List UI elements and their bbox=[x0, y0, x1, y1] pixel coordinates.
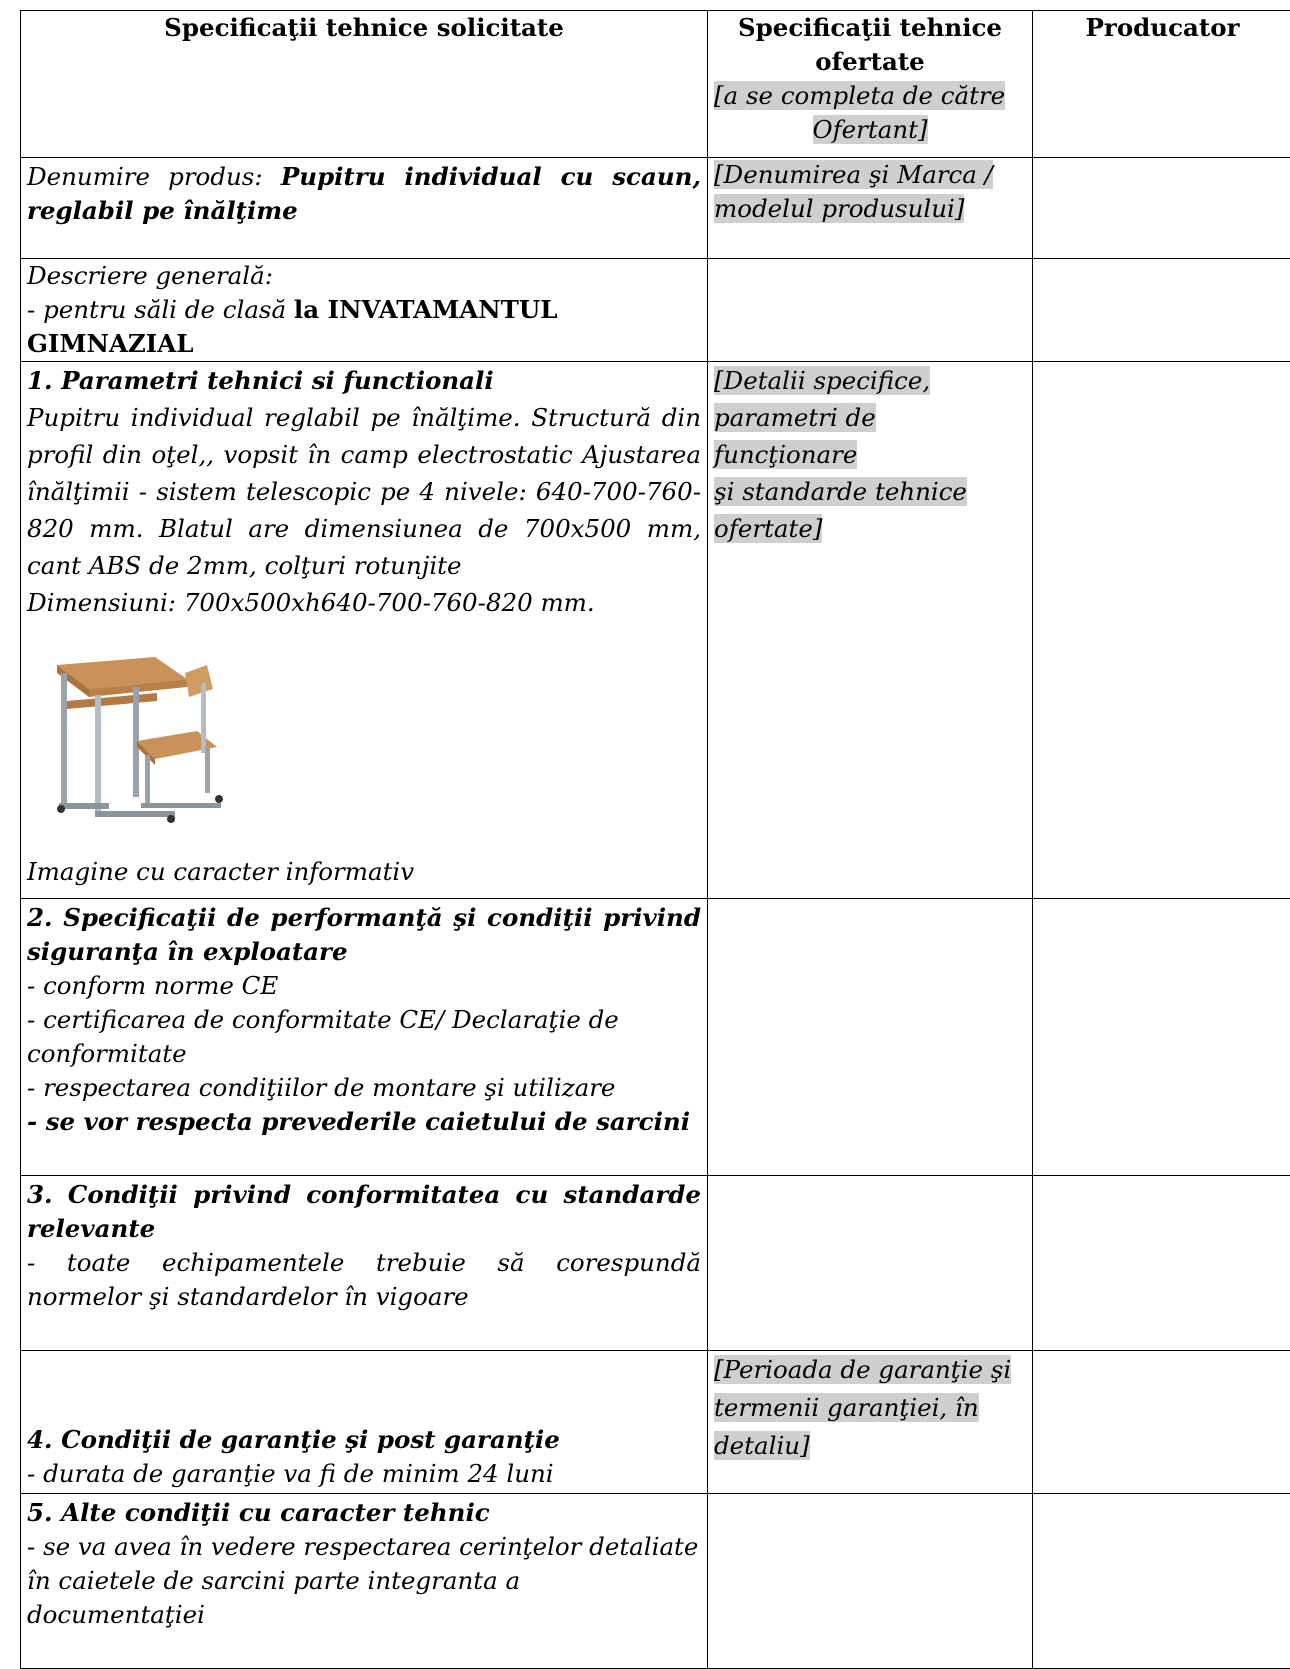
product-name-cell bbox=[21, 158, 708, 259]
warranty-offer-3: detaliu] bbox=[714, 1431, 810, 1460]
general-description-prefix: - pentru săli de clasă bbox=[27, 295, 294, 324]
technical-params-dimensions: Dimensiuni: 700x500xh640-700-760-820 mm. bbox=[27, 584, 701, 621]
product-name-row bbox=[21, 158, 1290, 259]
standards-row bbox=[21, 1176, 1290, 1351]
general-description-offer bbox=[708, 259, 1033, 362]
header-offered-note-a: [a se completa de către bbox=[714, 81, 1005, 110]
general-description-level: la INVATAMANTUL GIMNAZIAL bbox=[27, 295, 558, 358]
standards-title: 3. Condiţii privind conformitatea cu standarde relevante bbox=[27, 1178, 701, 1246]
performance-offer bbox=[708, 899, 1033, 1176]
technical-params-cell bbox=[21, 362, 708, 899]
header-requested-specs: Specificaţii tehnice solicitate bbox=[21, 11, 708, 158]
warranty-offer bbox=[708, 1351, 1033, 1494]
header-offered-title: Specificaţii tehnice ofertate bbox=[714, 11, 1026, 79]
general-description-producer bbox=[1033, 259, 1290, 362]
performance-title: 2. Specificaţii de performanţă şi condiţii privind siguranţa în exploatare bbox=[27, 901, 701, 969]
image-caption: Imagine cu caracter informativ bbox=[27, 853, 701, 890]
performance-row bbox=[21, 899, 1290, 1176]
technical-params-row bbox=[21, 362, 1290, 899]
product-name-producer bbox=[1033, 158, 1290, 259]
product-name-offer-b: modelul produsului] bbox=[714, 194, 964, 223]
desk-chair-image bbox=[37, 643, 237, 833]
general-description-row bbox=[21, 259, 1290, 362]
other-conditions-producer bbox=[1033, 1494, 1290, 1669]
header-producer: Producator bbox=[1033, 11, 1290, 158]
technical-params-offer-2: parametri de funcţionare bbox=[714, 403, 876, 469]
standards-cell bbox=[21, 1176, 708, 1351]
warranty-title: 4. Condiţii de garanţie şi post garanţie bbox=[27, 1423, 701, 1457]
warranty-text: - durata de garanţie va fi de minim 24 luni bbox=[27, 1457, 701, 1491]
other-conditions-offer bbox=[708, 1494, 1033, 1669]
other-conditions-cell bbox=[21, 1494, 708, 1669]
standards-offer bbox=[708, 1176, 1033, 1351]
performance-line-4: - se vor respecta prevederile caietului de sarcini bbox=[27, 1105, 701, 1139]
warranty-row bbox=[21, 1351, 1290, 1494]
technical-params-offer-1: [Detalii specifice, bbox=[714, 366, 930, 395]
product-name-offer-a: [Denumirea şi Marca / bbox=[714, 160, 993, 189]
warranty-producer bbox=[1033, 1351, 1290, 1494]
warranty-offer-2: termenii garanţiei, în bbox=[714, 1393, 979, 1422]
product-name-offer bbox=[708, 158, 1033, 259]
technical-params-producer bbox=[1033, 362, 1290, 899]
general-description-cell bbox=[21, 259, 708, 362]
technical-params-title: 1. Parametri tehnici si functionali bbox=[27, 362, 701, 399]
product-name-value: Pupitru individual cu scaun, reglabil pe înălţime bbox=[27, 162, 701, 225]
warranty-cell bbox=[21, 1351, 708, 1494]
standards-text: - toate echipamentele trebuie să corespundă normelor şi standardelor în vigoare bbox=[27, 1246, 701, 1314]
technical-params-offer-3: şi standarde tehnice bbox=[714, 477, 967, 506]
general-description-label: Descriere generală: bbox=[27, 259, 701, 293]
other-conditions-title: 5. Alte condiţii cu caracter tehnic bbox=[27, 1496, 701, 1530]
technical-params-offer-4: ofertate] bbox=[714, 514, 822, 543]
performance-line-1: - conform norme CE bbox=[27, 969, 701, 1003]
tech-spec-table bbox=[20, 10, 1290, 1669]
header-row bbox=[21, 11, 1290, 158]
warranty-offer-1: [Perioada de garanţie şi bbox=[714, 1355, 1011, 1384]
product-name-label: Denumire produs: bbox=[27, 162, 263, 191]
performance-line-2: - certificarea de conformitate CE/ Declaraţie de conformitate bbox=[27, 1003, 701, 1071]
technical-params-offer bbox=[708, 362, 1033, 899]
technical-params-text: Pupitru individual reglabil pe înălţime. Structură din profil din oţel,, vopsit în camp electrostatic Ajustarea înălţimii - sistem telescopic pe 4 nivele: 640-700-760-820 mm. Blatul are dimensiunea de 700x500 mm, cant ABS de 2mm, colţuri rotunjite bbox=[27, 399, 701, 584]
other-conditions-row bbox=[21, 1494, 1290, 1669]
standards-producer bbox=[1033, 1176, 1290, 1351]
performance-producer bbox=[1033, 899, 1290, 1176]
performance-cell bbox=[21, 899, 708, 1176]
other-conditions-text: - se va avea în vedere respectarea cerinţelor detaliate în caietele de sarcini parte integranta a documentaţiei bbox=[27, 1530, 701, 1632]
header-offered-note-b: Ofertant] bbox=[813, 115, 928, 144]
performance-line-3: - respectarea condiţiilor de montare şi utilizare bbox=[27, 1071, 701, 1105]
header-offered-specs bbox=[708, 11, 1033, 158]
